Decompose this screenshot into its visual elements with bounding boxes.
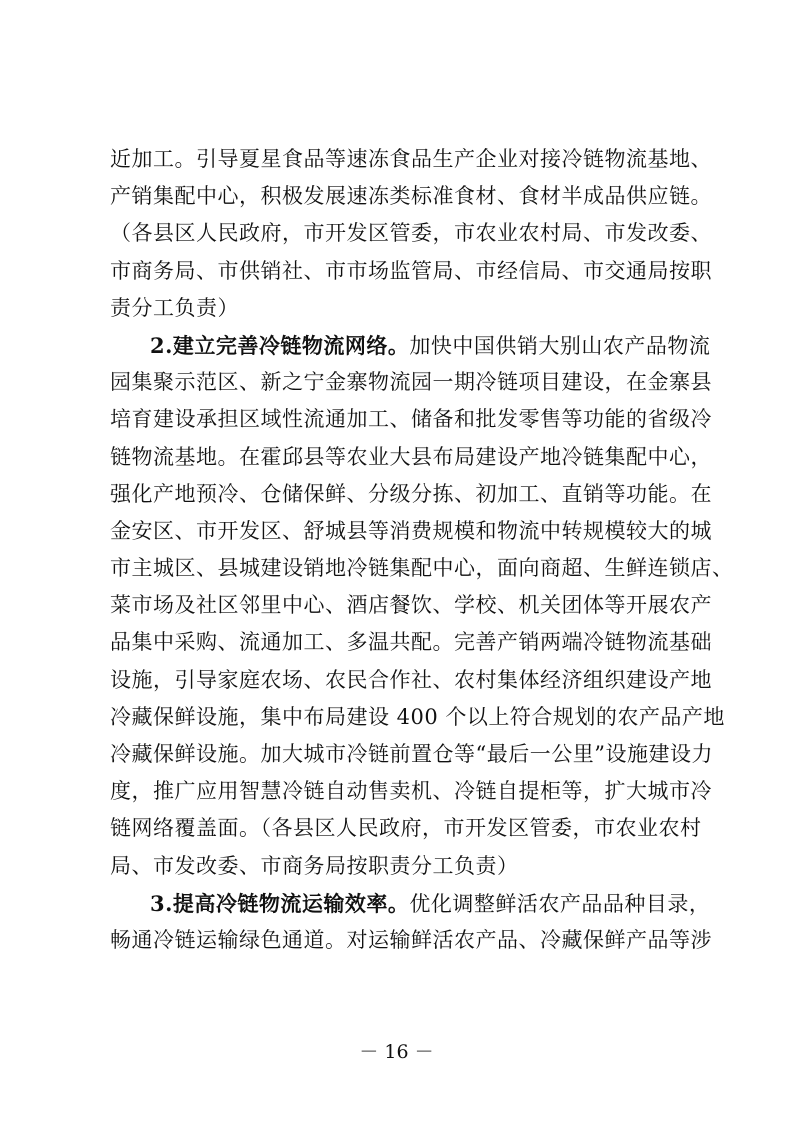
text-line [110,327,711,364]
text-line: 畅通冷链运输绿色通道。对运输鲜活农产品、冷藏保鲜产品等涉 [110,927,712,952]
page-number: － 16 － [359,1041,434,1063]
text-line: 品集中采购、流通加工、多温共配。完善产销两端冷链物流基础 [110,630,712,655]
text-line: （各县区人民政府，市开发区管委，市农业农村局、市发改委、 [110,221,712,246]
text-line: 培育建设承担区域性流通加工、储备和批发零售等功能的省级冷 [110,407,712,432]
text-line: 设施，引导家庭农场、农民合作社、农村集体经济组织建设产地 [110,667,712,692]
text-run: 优化调整鲜活农产品品种目录， [409,891,711,916]
text-line: 局、市发改委、市商务局按职责分工负责） [110,853,519,878]
text-line: 市主城区、县城建设销地冷链集配中心，面向商超、生鲜连锁店、 [110,556,734,581]
text-line: 度，推广应用智慧冷链自动售卖机、冷链自提柜等，扩大城市冷 [110,779,712,804]
text-line: 园集聚示范区、新之宁金寨物流园一期冷链项目建设，在金寨县 [110,370,712,395]
text-line: 产销集配中心，积极发展速冻类标准食材、食材半成品供应链。 [110,184,712,209]
text-line: 链物流基地。在霍邱县等农业大县布局建设产地冷链集配中心， [110,444,712,469]
text-line: 金安区、市开发区、舒城县等消费规模和物流中转规模较大的城 [110,518,712,543]
paragraph-1 [110,141,712,327]
text-line: 冷藏保鲜设施，集中布局建设 400 个以上符合规划的农产品产地 [110,704,725,729]
text-line: 市商务局、市供销社、市市场监管局、市经信局、市交通局按职 [110,258,712,283]
text-run: 加快中国供销大别山农产品物流 [409,333,711,358]
text-line [110,885,711,922]
paragraph-3 [110,885,712,959]
section-heading: 2.建立完善冷链物流网络。 [150,332,410,358]
text-line: 责分工负责） [110,295,239,320]
text-line: 冷藏保鲜设施。加大城市冷链前置仓等“最后一公里”设施建设力 [110,742,713,766]
section-heading: 3.提高冷链物流运输效率。 [150,890,410,916]
text-line: 菜市场及社区邻里中心、酒店餐饮、学校、机关团体等开展农产 [110,593,712,618]
text-line: 链网络覆盖面。（各县区人民政府，市开发区管委，市农业农村 [110,816,702,841]
text-line: 近加工。引导夏星食品等速冻食品生产企业对接冷链物流基地、 [110,147,712,171]
paragraph-2 [110,327,734,885]
body-text [110,141,734,959]
text-line: 强化产地预冷、仓储保鲜、分级分拣、初加工、直销等功能。在 [110,481,712,506]
